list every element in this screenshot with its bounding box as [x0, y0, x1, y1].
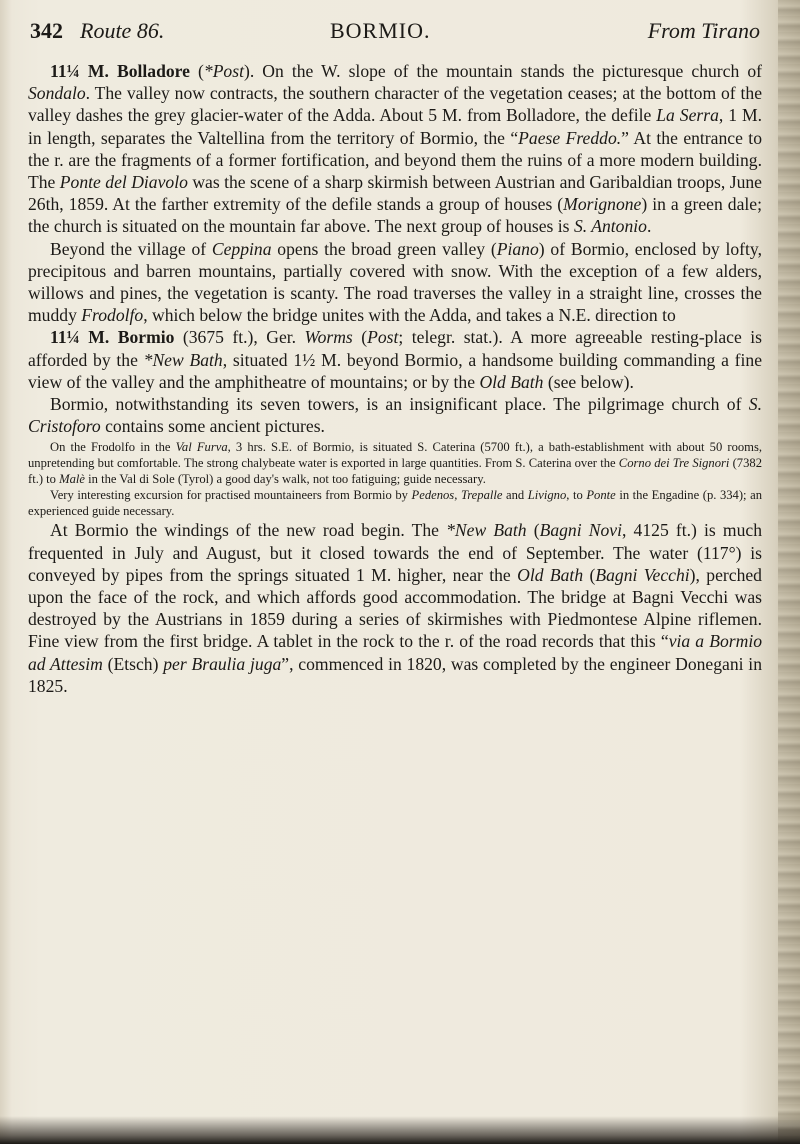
place-title: BORMIO.: [330, 18, 431, 43]
text-run: (: [526, 520, 540, 541]
italic-text: via a Bormio ad Attesim: [28, 631, 763, 674]
text-run: ” At the entrance to the r. are the fragments of a former fortification, and beyond them the ruins of a more modern building. The: [28, 127, 762, 193]
text-run: (Etsch): [102, 653, 164, 674]
text-run: ,: [454, 488, 461, 503]
italic-text: Ponte del Diavolo: [59, 172, 188, 193]
body-paragraph: [28, 326, 762, 393]
text-run: (: [583, 564, 596, 585]
text-run: , 4125 ft.) is much frequented in July and August, but it closed towards the end of September. The water (117°) is conveyed by pipes from the springs situated 1 M. higher, near the: [28, 520, 763, 585]
italic-text: Val Furva: [175, 440, 228, 455]
bold-text: 11¼ M. Bormio: [50, 327, 175, 348]
text-run: ) of Bormio, enclosed by lofty, precipitous and barren mountains, partially covered with snow. With the exception of a few alders, willows and pines, the vegetation is scanty. The road traverses the valley in a straight line, crosses the muddy: [28, 238, 762, 326]
text-run: contains some ancient pictures.: [100, 416, 325, 437]
text-run: (: [189, 61, 204, 81]
italic-text: Ponte: [586, 488, 616, 503]
italic-text: Pedenos: [411, 488, 455, 503]
italic-text: Corno dei Tre Signori: [618, 456, 730, 471]
page-body: [28, 60, 762, 697]
text-run: . The valley now contracts, the southern character of the vegetation ceases; at the bottom of the valley dashes the grey glacier-water of the Adda. About 5 M. from Bolladore, the defile: [28, 83, 762, 126]
italic-text: *New Bath: [143, 349, 223, 370]
running-header: [30, 18, 760, 48]
text-run: in the Engadine (p. 334); an experienced guide necessary.: [28, 488, 763, 519]
italic-text: Paese Freddo.: [518, 127, 622, 148]
small-print-paragraph: [28, 487, 762, 519]
text-run: , 3 hrs. S.E. of Bormio, is situated S. Caterina (5700 ft.), a bath-establishment with about 50 rooms, unpretending but comfortable. The strong chalybeate water is exported in large quantities. From S. Caterina over the: [28, 440, 763, 471]
text-run: .: [646, 216, 652, 237]
body-paragraph: [28, 519, 762, 697]
small-print-paragraph: [28, 439, 762, 487]
italic-text: Post: [367, 327, 399, 348]
italic-text: *New Bath: [446, 520, 527, 541]
italic-text: Old Bath: [479, 371, 544, 392]
page-bottom-shadow: [0, 1116, 800, 1144]
text-run: (7382 ft.) to: [28, 456, 762, 487]
bold-text: 11¼ M. Bolladore: [50, 61, 190, 81]
text-run: Beyond the village of: [50, 238, 212, 259]
text-run: was the scene of a sharp skirmish between Austrian and Garibaldian troops, June 26th, 1859. At the farther extremity of the defile stands a group of houses (: [28, 172, 762, 215]
italic-text: Piano: [496, 238, 539, 259]
italic-text: Malè: [59, 472, 86, 487]
text-run: ; telegr. stat.). A more agreeable resting-place is afforded by the: [28, 327, 762, 370]
italic-text: Ceppina: [211, 238, 272, 259]
text-run: , 1 M. in length, separates the Valtellina from the territory of Bormio, the “: [28, 105, 762, 148]
page-number: 342: [30, 18, 63, 43]
text-run: (3675 ft.), Ger.: [174, 327, 305, 348]
route-label: Route 86.: [80, 18, 165, 43]
text-run: opens the broad green valley (: [271, 238, 497, 259]
italic-text: Worms: [304, 327, 353, 348]
italic-text: Trepalle: [460, 488, 503, 503]
body-paragraph: [28, 393, 762, 437]
text-run: (see below).: [543, 371, 634, 392]
text-run: , to: [566, 488, 587, 503]
body-paragraph: [28, 238, 762, 327]
text-run: At Bormio the windings of the new road begin. The: [50, 520, 447, 541]
text-run: ). On the W. slope of the mountain stands the picturesque church of: [243, 61, 762, 81]
italic-text: Old Bath: [517, 564, 584, 585]
direction-label: From Tirano: [647, 18, 760, 43]
text-run: , situated 1½ M. beyond Bormio, a handsome building commanding a fine view of the valley and the amphitheatre of mountains; or by the: [28, 349, 763, 392]
italic-text: per Braulia juga: [163, 653, 282, 674]
text-run: On the Frodolfo in the: [50, 440, 176, 455]
text-run: ), perched upon the face of the rock, and which affords good accommodation. The bridge at Bagni Vecchi was destroyed by the Austrians in 1859 during a series of skirmishes with Piedmontese Alpine riflemen. Fine view from the first bridge. A tablet in the rock to the r. of the road records that this “: [28, 564, 762, 652]
italic-text: Bagni Novi: [539, 520, 622, 541]
italic-text: S. Cristoforo: [28, 394, 762, 437]
body-paragraph: [28, 60, 762, 238]
text-run: in the Val di Sole (Tyrol) a good day's walk, not too fatiguing; guide necessary.: [85, 472, 486, 487]
text-run: , which below the bridge unites with the Adda, and takes a N.E. direction to: [143, 305, 676, 326]
binding-edge: [778, 0, 800, 1144]
text-run: ) in a green dale; the church is situated on the mountain far above. The next group of houses is: [28, 194, 762, 237]
italic-text: Sondalo: [28, 83, 86, 104]
italic-text: S. Antonio: [573, 216, 647, 237]
italic-text: Morignone: [563, 194, 642, 215]
italic-text: Frodolfo: [81, 305, 144, 326]
text-run: Very interesting excursion for practised mountaineers from Bormio by: [50, 488, 412, 503]
italic-text: La Serra: [656, 105, 719, 126]
italic-text: Bagni Vecchi: [595, 564, 690, 585]
small-print-block: [28, 439, 762, 519]
text-run: ”, commenced in 1820, was completed by the engineer Donegani in 1825.: [28, 653, 762, 696]
italic-text: Livigno: [527, 488, 567, 503]
text-run: Bormio, notwithstanding its seven towers, is an insignificant place. The pilgrimage church of: [50, 394, 749, 415]
italic-text: *Post: [203, 61, 244, 81]
text-run: and: [502, 488, 528, 503]
text-run: (: [352, 327, 368, 348]
